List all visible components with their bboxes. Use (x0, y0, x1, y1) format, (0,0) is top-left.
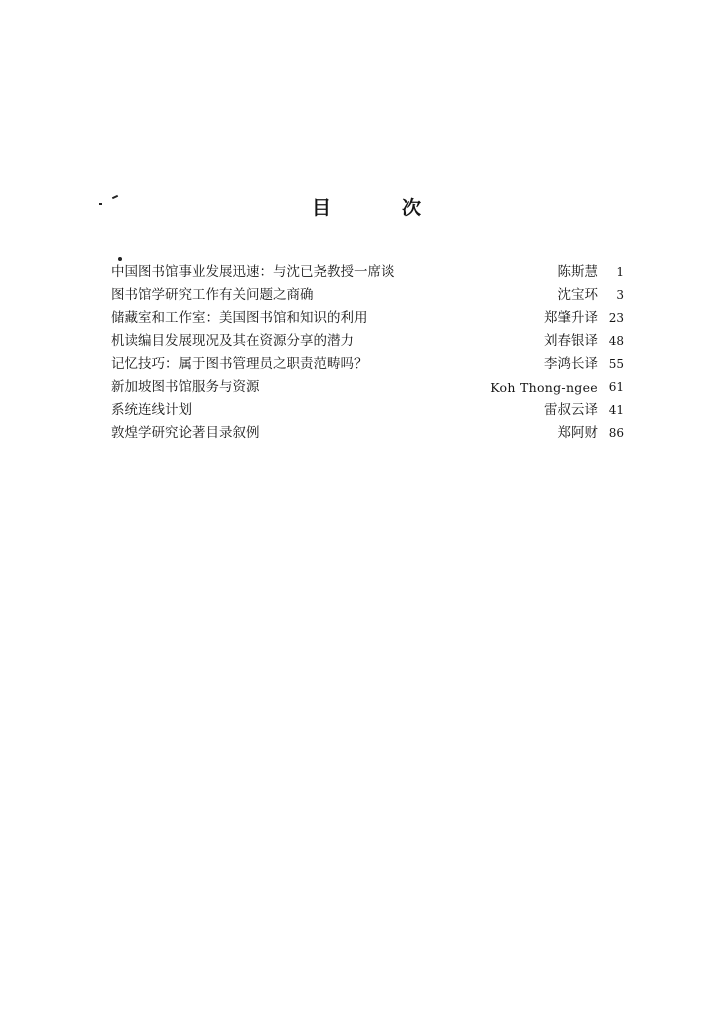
heading-char: 目 (312, 197, 332, 219)
entry-page-number: 48 (608, 334, 624, 348)
entry-title: 敦煌学研究论著目录叙例 (111, 425, 260, 441)
toc-entry (111, 284, 624, 307)
toc-entry (111, 307, 624, 330)
entry-title: 记忆技巧：属于图书管理员之职责范畴吗？ (111, 356, 368, 372)
entry-page-number: 86 (608, 426, 624, 440)
entry-author: Koh Thong-ngee (490, 380, 598, 395)
table-of-contents (111, 261, 624, 445)
heading-char: 次 (402, 197, 422, 219)
entry-page-number: 41 (608, 403, 624, 417)
toc-entry (111, 376, 624, 399)
entry-title: 新加坡图书馆服务与资源 (111, 379, 260, 395)
entry-title: 储藏室和工作室：美国图书馆和知识的利用 (111, 310, 368, 326)
entry-author: 刘春银译 (544, 333, 598, 349)
entry-author: 郑肇升译 (544, 310, 598, 326)
contents-heading (0, 196, 713, 226)
entry-page-number: 23 (608, 311, 624, 325)
toc-entry (111, 422, 624, 445)
entry-page-number: 55 (608, 357, 624, 371)
entry-author: 陈斯慧 (557, 264, 598, 280)
entry-page-number: 1 (616, 265, 624, 279)
entry-author: 雷叔云译 (544, 402, 598, 418)
toc-entry (111, 353, 624, 376)
toc-entry (111, 399, 624, 422)
entry-author: 郑阿财 (557, 425, 598, 441)
entry-title: 系统连线计划 (111, 402, 192, 418)
entry-title: 中国图书馆事业发展迅速：与沈已尧教授一席谈 (111, 264, 395, 280)
toc-entry (111, 330, 624, 353)
entry-title: 机读编目发展现况及其在资源分享的潜力 (111, 333, 354, 349)
toc-entry (111, 261, 624, 284)
entry-author: 李鸿长译 (544, 356, 598, 372)
entry-page-number: 61 (608, 380, 624, 394)
entry-author: 沈宝环 (557, 287, 598, 303)
entry-page-number: 3 (616, 288, 624, 302)
entry-title: 图书馆学研究工作有关问题之商确 (111, 287, 314, 303)
